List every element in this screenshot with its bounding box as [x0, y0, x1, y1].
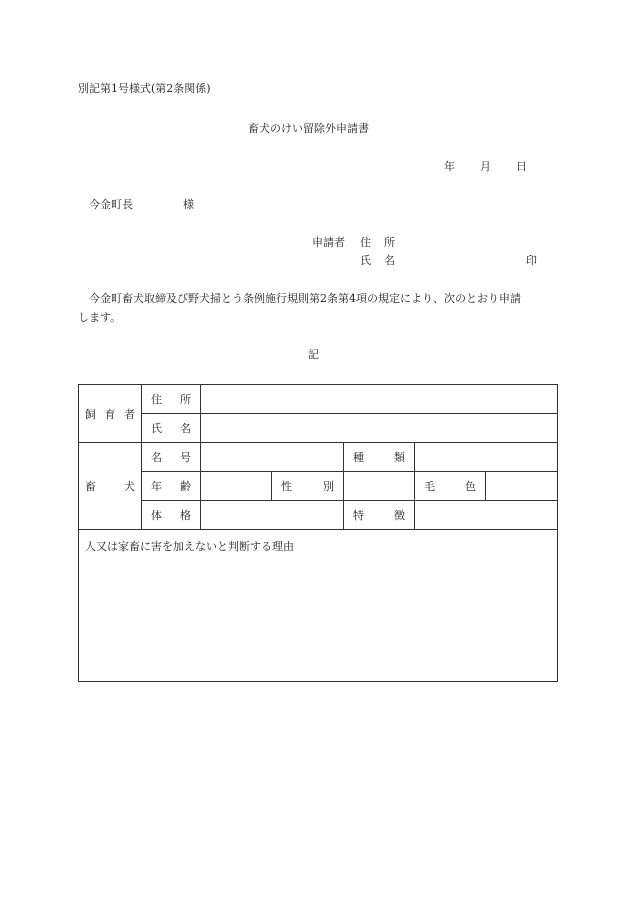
- breed-field[interactable]: [415, 443, 558, 472]
- dog-name-label: 名 号: [142, 443, 201, 472]
- coat-color-label: 毛 色: [415, 472, 486, 501]
- date-month-label: 月: [480, 160, 491, 173]
- age-label: 年 齢: [142, 472, 201, 501]
- breed-label: 種 類: [344, 443, 415, 472]
- applicant-name-label-2: 名: [384, 254, 395, 267]
- addressee: 今金町長: [89, 198, 133, 211]
- owner-address-label: 住 所: [142, 385, 201, 414]
- features-field[interactable]: [415, 501, 558, 530]
- build-label: 体 格: [142, 501, 201, 530]
- note-heading: 記: [308, 348, 319, 361]
- features-label: 特 徴: [344, 501, 415, 530]
- reason-field[interactable]: [79, 530, 558, 682]
- owner-name-label: 氏 名: [142, 414, 201, 443]
- date-day-label: 日: [516, 160, 527, 173]
- build-field[interactable]: [201, 501, 344, 530]
- sex-label: 性 別: [272, 472, 344, 501]
- document-title: 畜犬のけい留除外申請書: [248, 122, 369, 135]
- applicant-name-label-1: 氏: [360, 254, 371, 267]
- reason-label: 人又は家畜に害を加えないと判断する理由: [85, 540, 294, 553]
- application-text-line2: します。: [78, 311, 122, 324]
- owner-name-field[interactable]: [201, 414, 558, 443]
- applicant-label: 申請者: [312, 236, 345, 249]
- dog-label-cell: 畜 犬: [79, 443, 142, 530]
- seal-mark: 印: [526, 254, 537, 267]
- date-year-label: 年: [444, 160, 455, 173]
- addressee-honorific: 様: [183, 198, 194, 211]
- sex-field[interactable]: [344, 472, 415, 501]
- coat-color-field[interactable]: [486, 472, 558, 501]
- applicant-address-label-1: 住: [360, 236, 371, 249]
- age-field[interactable]: [201, 472, 272, 501]
- owner-address-field[interactable]: [201, 385, 558, 414]
- applicant-address-label-2: 所: [384, 236, 395, 249]
- application-table: [78, 384, 558, 682]
- owner-label-cell: 飼 育 者: [79, 385, 142, 443]
- dog-name-field[interactable]: [201, 443, 344, 472]
- application-text-line1: 今金町畜犬取締及び野犬掃とう条例施行規則第2条第4項の規定により、次のとおり申請: [89, 292, 521, 305]
- form-number: 別記第1号様式(第2条関係): [78, 82, 211, 95]
